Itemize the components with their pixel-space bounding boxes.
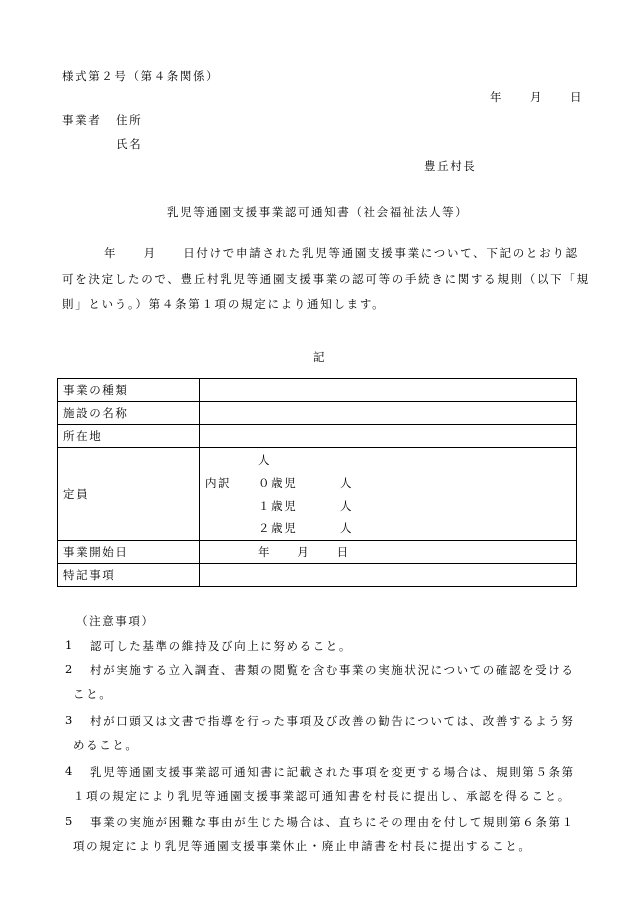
table-row: [58, 379, 577, 402]
note-text-cont: １項の規定により乳児等通園支援事業認可通知書を村長に提出し、承認を得ること。: [73, 789, 571, 803]
body-line-3: 則」という。）第４条第１項の規定により通知します。: [62, 297, 386, 311]
breakdown-label: 内訳: [205, 476, 232, 490]
row-value: [200, 564, 577, 587]
row-label: 事業開始日: [58, 541, 200, 564]
address-label: 住所: [116, 113, 143, 127]
document-title: 乳児等通園支援事業認可通知書（社会福祉法人等）: [167, 205, 469, 219]
note-number: 3: [65, 713, 74, 727]
capacity-cell: [200, 448, 577, 541]
table-row: [58, 541, 577, 564]
name-label: 氏名: [116, 137, 143, 151]
age2-unit: 人: [340, 521, 354, 535]
age1-unit: 人: [340, 499, 354, 513]
age2-label: ２歳児: [258, 521, 298, 535]
note-text: 認可した基準の維持及び向上に努めること。: [90, 639, 352, 653]
age0-label: ０歳児: [258, 476, 298, 490]
note-number: 4: [65, 764, 74, 778]
note-text: 乳児等通園支援事業認可通知書に記載された事項を変更する場合は、規則第５条第: [90, 765, 575, 779]
note-text: 村が口頭又は文書で指導を行った事項及び改善の勧告については、改善するよう努: [90, 714, 575, 728]
table-row: [58, 448, 577, 541]
table-row: [58, 564, 577, 587]
body-line-1: 年 月 日付けで申請された乳児等通園支援事業について、下記のとおり認: [104, 246, 579, 260]
row-label: 特記事項: [58, 564, 200, 587]
row-label: 定員: [58, 448, 200, 541]
details-table: [57, 378, 577, 587]
note-text-cont: 項の規定により乳児等通園支援事業休止・廃止申請書を村長に提出すること。: [73, 839, 532, 853]
age1-label: １歳児: [258, 499, 298, 513]
date-month: 月: [530, 90, 544, 104]
note-number: 1: [65, 638, 74, 652]
row-value: [200, 402, 577, 425]
operator-label: 事業者: [62, 113, 102, 127]
capacity-total-unit: 人: [258, 453, 272, 467]
issuer: 豊丘村長: [424, 159, 477, 173]
date-year: 年: [490, 90, 504, 104]
table-row: [58, 425, 577, 448]
row-label: 施設の名称: [58, 402, 200, 425]
note-text-cont: こと。: [73, 687, 113, 701]
table-row: [58, 402, 577, 425]
row-value: [200, 425, 577, 448]
age0-unit: 人: [340, 476, 354, 490]
note-text: 村が実施する立入調査、書類の閲覧を含む事業の実施状況についての確認を受ける: [90, 663, 575, 677]
note-text: 事業の実施が困難な事由が生じた場合は、直ちにその理由を付して規則第６条第１: [90, 815, 575, 829]
body-line-2: 可を決定したので、豊丘村乳児等通園支援事業の認可等の手続きに関する規則（以下「規: [62, 272, 590, 286]
form-number: 様式第２号（第４条関係）: [62, 69, 220, 83]
note-number: 5: [65, 814, 74, 828]
date-day: 日: [570, 90, 584, 104]
note-number: 2: [65, 662, 74, 676]
notes-heading: （注意事項）: [76, 614, 155, 628]
note-text-cont: めること。: [73, 738, 139, 752]
start-date-value: 年 月 日: [200, 541, 577, 564]
row-value: [200, 379, 577, 402]
row-label: 所在地: [58, 425, 200, 448]
ki-heading: 記: [313, 350, 327, 364]
row-label: 事業の種類: [58, 379, 200, 402]
